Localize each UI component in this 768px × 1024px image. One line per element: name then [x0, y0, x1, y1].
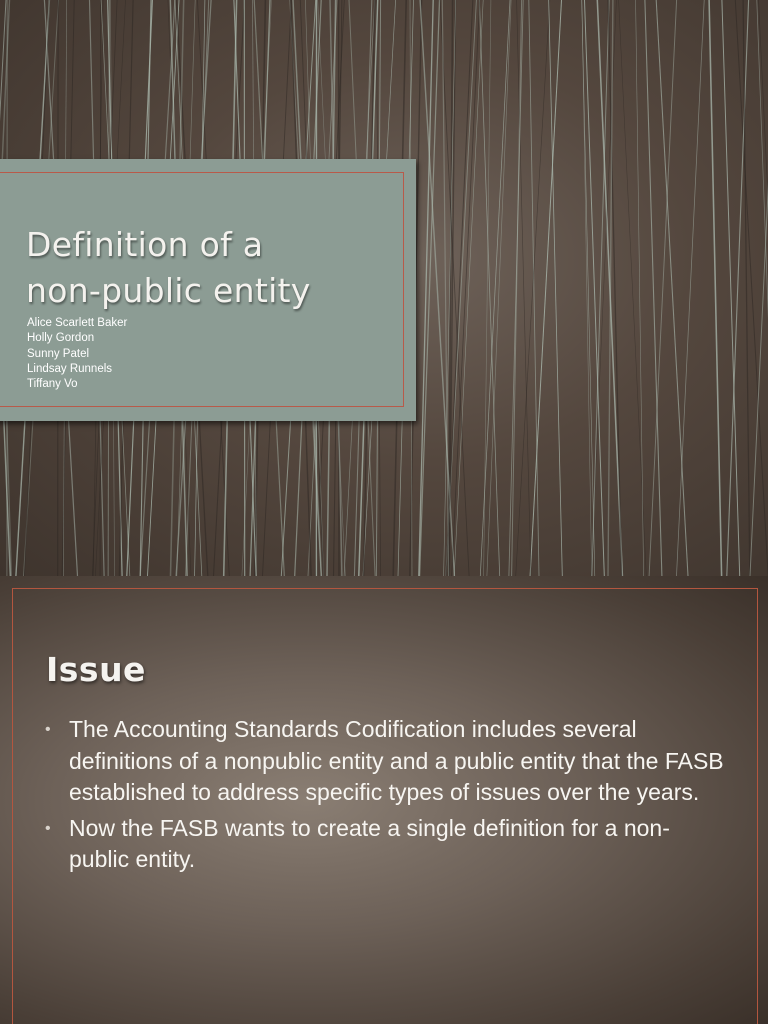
background-line — [530, 0, 561, 576]
bullet-list — [45, 714, 725, 880]
author-name: Lindsay Runnels — [27, 362, 113, 375]
background-line — [420, 0, 440, 576]
background-line — [727, 0, 749, 576]
bullet-dot-icon: • — [45, 819, 51, 837]
background-line — [582, 0, 595, 576]
issue-slide — [0, 576, 768, 1024]
background-line — [487, 0, 511, 576]
author-name: Alice Scarlett Baker — [27, 317, 128, 329]
background-line — [743, 0, 750, 576]
title-line-2: non-public entity — [26, 271, 311, 310]
background-line — [517, 0, 531, 576]
bullet-item — [45, 714, 725, 809]
bullet-text: The Accounting Standards Codification includes several definitions of a nonpublic entity and a public entity that the FASB established to address specific types of issues over the years. — [69, 716, 724, 805]
bullet-item — [45, 813, 725, 876]
background-line — [636, 0, 644, 576]
background-line — [549, 0, 563, 576]
title-card — [0, 159, 416, 421]
background-line — [529, 0, 539, 576]
background-line — [420, 0, 454, 576]
slide-title — [26, 222, 311, 314]
title-line-1: Definition of a — [26, 225, 264, 264]
author-name: Tiffany Vo — [27, 378, 78, 391]
slide-heading: Issue — [46, 650, 146, 689]
background-line — [512, 0, 522, 576]
background-line — [582, 0, 592, 576]
background-line — [452, 0, 480, 576]
author-name: Holly Gordon — [27, 332, 95, 345]
background-line — [419, 0, 433, 576]
background-line — [722, 0, 740, 576]
bullet-text: Now the FASB wants to create a single definition for a non-public entity. — [69, 814, 670, 872]
background-line — [709, 0, 722, 576]
background-line — [750, 0, 768, 576]
author-name: Sunny Patel — [27, 347, 90, 360]
background-line — [677, 0, 705, 576]
bullet-dot-icon: • — [45, 721, 51, 738]
author-list — [27, 316, 127, 392]
